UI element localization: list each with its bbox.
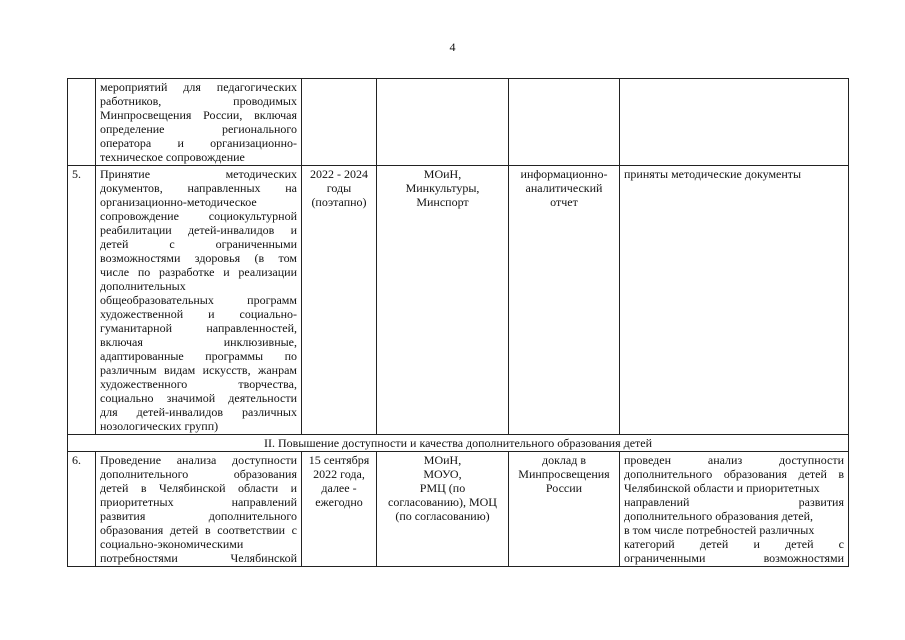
activity-description: Принятие методических документов, направленных на организационно-методическое сопровождение социокультурной реабилитации детей-инвалидов и детей с ограниченными возможностями здоровья (в том числе по разработке и реализации дополнительных общеобразовательных программ художественной и социально- гуманитарной направленностей, включая инклюзивные, адаптированные программы по различным видам искусств, жанрам художественного творчества, социально значимой деятельности для детей-инвалидов различных нозологических групп)	[96, 166, 302, 435]
executors-cell: МОиН, Минкультуры, Минспорт	[377, 166, 509, 435]
row-number: 6.	[68, 452, 96, 567]
row-number	[68, 79, 96, 166]
table-row	[68, 452, 849, 567]
report-form-cell	[509, 79, 620, 166]
plan-table	[67, 78, 849, 567]
activity-description: мероприятий для педагогических работников, проводимых Минпросвещения России, включая определение регионального оператора и организационно- техническое сопровождение	[96, 79, 302, 166]
table-row	[68, 79, 849, 166]
result-cell	[620, 79, 849, 166]
result-cell: проведен анализ доступности дополнительного образования детей в Челябинской области и приоритетных направлений развития дополнительного образования детей, в том числе потребностей различных категорий детей и детей с ограниченными возможностями	[620, 452, 849, 567]
deadline-cell: 2022 - 2024 годы (поэтапно)	[302, 166, 377, 435]
page-number: 4	[449, 40, 456, 54]
result-cell: приняты методические документы	[620, 166, 849, 435]
section-heading-row	[68, 435, 849, 452]
executors-cell: МОиН, МОУО, РМЦ (по согласованию), МОЦ (по согласованию)	[377, 452, 509, 567]
section-heading: II. Повышение доступности и качества дополнительного образования детей	[68, 435, 849, 452]
row-number: 5.	[68, 166, 96, 435]
table-row	[68, 166, 849, 435]
report-form-cell: доклад в Минпросвещения России	[509, 452, 620, 567]
report-form-cell: информационно- аналитический отчет	[509, 166, 620, 435]
deadline-cell	[302, 79, 377, 166]
deadline-cell: 15 сентября 2022 года, далее - ежегодно	[302, 452, 377, 567]
activity-description: Проведение анализа доступности дополнительного образования детей в Челябинской области и приоритетных направлений развития дополнительного образования детей в соответствии с социально-экономическими потребностями Челябинской	[96, 452, 302, 567]
executors-cell	[377, 79, 509, 166]
